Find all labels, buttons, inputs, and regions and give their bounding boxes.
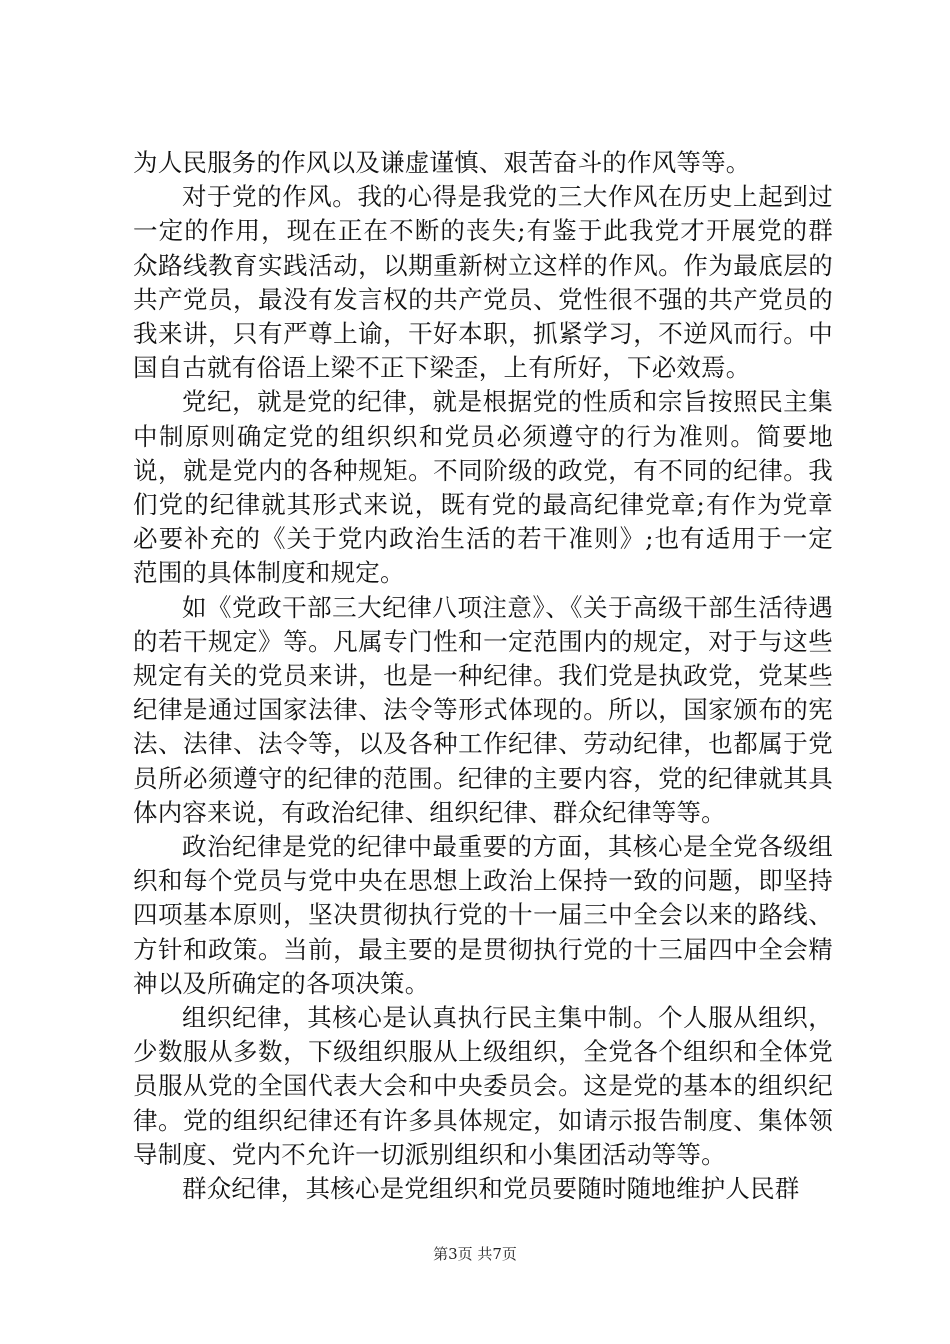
paragraph: 政治纪律是党的纪律中最重要的方面，其核心是全党各级组织和每个党员与党中央在思想上政治上保持一致的问题，即坚持四项基本原则，坚决贯彻执行党的十一届三中全会以来的路线、方针和政策。当前，最主要的是贯彻执行党的十三届四中全会精神以及所确定的各项决策。: [133, 832, 833, 998]
paragraph: 组织纪律，其核心是认真执行民主集中制。个人服从组织，少数服从多数，下级组织服从上级组织，全党各个组织和全体党员服从党的全国代表大会和中央委员会。这是党的基本的组织纪律。党的组织纪律还有许多具体规定，如请示报告制度、集体领导制度、党内不允许一切派别组织和小集团活动等等。: [133, 1003, 833, 1169]
paragraph: 群众纪律，其核心是党组织和党员要随时随地维护人民群: [182, 1174, 800, 1204]
document-body: [133, 146, 833, 1206]
paragraph: 党纪，就是党的纪律，就是根据党的性质和宗旨按照民主集中制原则确定党的组织织和党员必须遵守的行为准则。简要地说，就是党内的各种规矩。不同阶级的政党，有不同的纪律。我们党的纪律就其形式来说，既有党的最高纪律党章;有作为党章必要补充的《关于党内政治生活的若干准则》;也有适用于一定范围的具体制度和规定。: [133, 387, 833, 588]
paragraph: 为人民服务的作风以及谦虚谨慎、艰苦奋斗的作风等等。: [133, 148, 751, 177]
page-number-label: 第3页 共7页: [433, 1245, 517, 1263]
page-footer: [0, 1243, 950, 1264]
paragraph: 如《党政干部三大纪律八项注意》、《关于高级干部生活待遇的若干规定》等。凡属专门性和一定范围内的规定，对于与这些规定有关的党员来讲，也是一种纪律。我们党是执政党，党某些纪律是通过国家法律、法令等形式体现的。所以，国家颁布的宪法、法律、法令等，以及各种工作纪律、劳动纪律，也都属于党员所必须遵守的纪律的范围。纪律的主要内容，党的纪律就其具体内容来说，有政治纪律、组织纪律、群众纪律等等。: [133, 592, 833, 827]
paragraph: 对于党的作风。我的心得是我党的三大作风在历史上起到过一定的作用，现在正在不断的丧失;有鉴于此我党才开展党的群众路线教育实践活动，以期重新树立这样的作风。作为最底层的共产党员，最没有发言权的共产党员、党性很不强的共产党员的我来讲，只有严尊上谕，干好本职，抓紧学习，不逆风而行。中国自古就有俗语上梁不正下梁歪，上有所好，下必效焉。: [133, 182, 833, 383]
